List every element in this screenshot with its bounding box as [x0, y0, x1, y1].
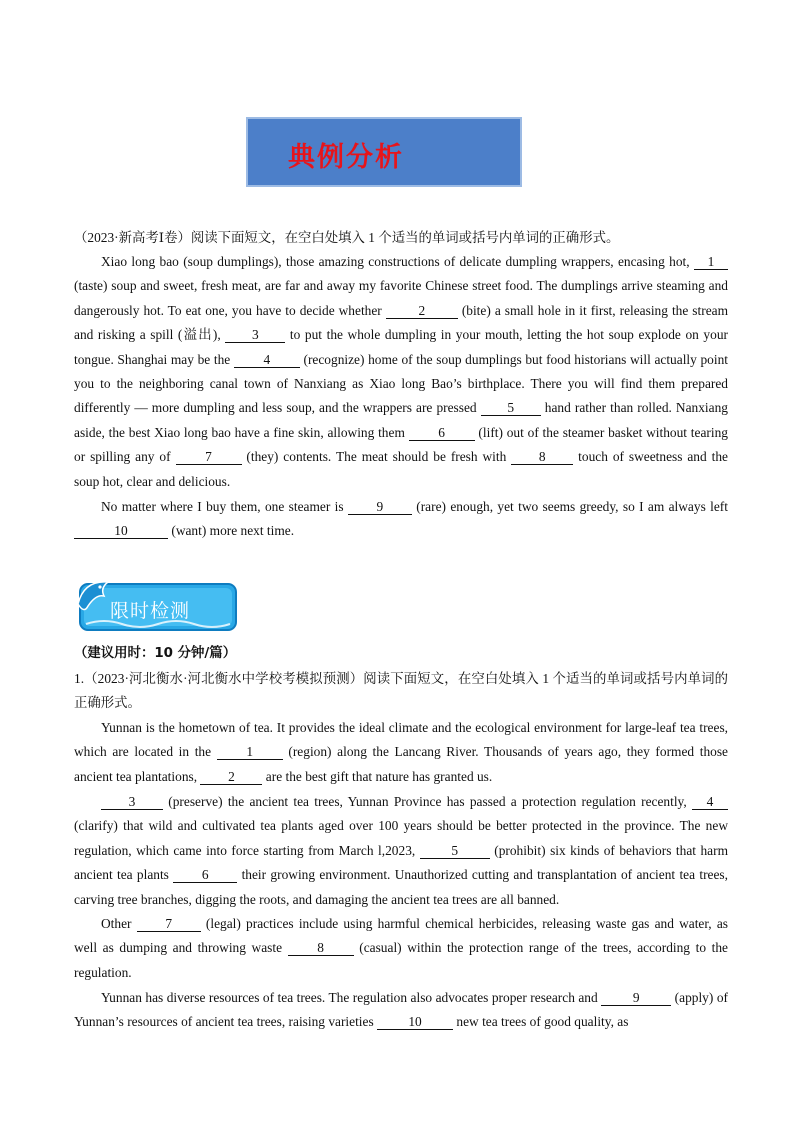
- passage-text: (clarify) that wild and cultivated tea plants aged over 100 years should be better protected in the province. The new regulation, which came into force starting from March l,2023,: [74, 818, 728, 858]
- passage-text: (they) contents. The meat should be fresh with: [246, 449, 507, 465]
- passage-text: (prohibit) six kinds of behaviors that harm ancient tea plants: [74, 842, 728, 883]
- passage-text: Yunnan has diverse resources of tea trees. The regulation also advocates proper research and: [101, 990, 598, 1005]
- passage-text: touch of sweetness and the soup hot, clear and delicious.: [74, 449, 728, 489]
- answer-blank[interactable]: 8: [511, 450, 573, 465]
- answer-blank[interactable]: 4: [692, 795, 728, 810]
- answer-blank[interactable]: 9: [348, 500, 412, 515]
- answer-blank[interactable]: 7: [176, 450, 242, 465]
- answer-blank[interactable]: 1: [217, 745, 283, 760]
- passage-text: (region) along the Lancang River. Thousands of years ago, they formed those ancient tea plantations,: [74, 744, 728, 784]
- answer-blank[interactable]: 3: [101, 795, 163, 810]
- answer-blank[interactable]: 5: [481, 401, 541, 416]
- answer-blank[interactable]: 2: [386, 304, 458, 319]
- passage-text: hand rather than rolled. Nanxiang aside, the best Xiao long bao have a fine skin, allowing them: [74, 400, 728, 440]
- passage-text: (rare) enough, yet two seems greedy, so I am always left: [416, 499, 728, 514]
- example-intro: （2023·新高考Ⅰ卷）阅读下面短文，在空白处填入 1 个适当的单词或括号内单词的正确形式。: [74, 230, 620, 245]
- answer-blank[interactable]: 2: [200, 770, 262, 785]
- answer-blank[interactable]: 9: [601, 991, 671, 1006]
- passage-text: Xiao long bao (soup dumplings), those amazing constructions of delicate dumpling wrappers, encasing hot,: [101, 254, 690, 269]
- passage-text: to put the whole dumpling in your mouth, letting the hot soup explode on your tongue. Shanghai may be the: [74, 327, 728, 367]
- passage-text: (want) more next time.: [171, 523, 295, 539]
- exercise-intro: 1.（2023·河北衡水·河北衡水中学校考模拟预测）阅读下面短文，在空白处填入 1 个适当的单词或括号内单词的正确形式。: [74, 671, 728, 711]
- answer-blank[interactable]: 8: [288, 941, 354, 956]
- answer-blank[interactable]: 7: [137, 917, 201, 932]
- passage-text: (lift) out of the steamer basket without tearing or spilling any of: [74, 424, 728, 465]
- answer-blank[interactable]: 6: [409, 426, 475, 441]
- section-badge-label: 限时检测: [110, 600, 191, 622]
- passage-text: (legal) practices include using harmful chemical herbicides, releasing waste gas and water, as well as dumping and throwing waste: [74, 916, 728, 956]
- passage-text: (casual) within the protection range of the trees, according to the regulation.: [74, 940, 728, 980]
- passage-text: Yunnan is the hometown of tea. It provides the ideal climate and the ecological environment for large-leaf tea trees, which are located in the: [74, 720, 728, 760]
- answer-blank[interactable]: 3: [225, 328, 285, 343]
- answer-blank[interactable]: 10: [74, 524, 168, 539]
- exercise-passage-p2: [74, 790, 728, 912]
- passage-text: (apply) of Yunnan’s resources of ancient tea trees, raising varieties: [74, 990, 728, 1030]
- passage-text: new tea trees of good quality, as: [456, 1014, 629, 1030]
- example-passage-p2: [74, 495, 728, 544]
- passage-text: No matter where I buy them, one steamer is: [101, 499, 344, 514]
- title-banner: [246, 117, 522, 187]
- passage-text: are the best gift that nature has granted us.: [265, 768, 493, 784]
- answer-blank[interactable]: 4: [234, 353, 300, 368]
- answer-blank[interactable]: 5: [420, 844, 490, 859]
- page-title: 典例分析: [288, 142, 404, 173]
- passage-text: (preserve) the ancient tea trees, Yunnan Province has passed a protection regulation recently,: [168, 794, 687, 809]
- example-passage-p1: [74, 250, 728, 494]
- exercise-passage-p1: [74, 716, 728, 789]
- answer-blank[interactable]: 6: [173, 868, 237, 883]
- exercise-passage-p3: [74, 912, 728, 985]
- answer-blank[interactable]: 1: [694, 255, 728, 270]
- passage-text: (bite) a small hole in it first, releasing the stream and risking a spill (溢出),: [74, 302, 729, 343]
- passage-text: their growing environment. Unauthorized cutting and transplantation of ancient tea trees, carving tree branches, digging the roots, and damaging the ancient tea trees are all banned.: [74, 867, 728, 907]
- passage-text: (taste) soup and sweet, fresh meat, are far and away my favorite Chinese street food. The dumplings arrive steaming and dangerously hot. To eat one, you have to decide whether: [74, 278, 728, 318]
- passage-text: (recognize) home of the soup dumplings but food historians will actually point you to the neighboring canal town of Nanxiang as Xiao long Bao’s birthplace. There you will find them prepared differently — more dumpling and less soup, and the wrappers are pressed: [74, 351, 728, 416]
- time-suggestion: （建议用时：10 分钟/篇）: [74, 646, 237, 661]
- exercise-passage-p4: [74, 986, 728, 1035]
- answer-blank[interactable]: 10: [377, 1015, 453, 1030]
- passage-text: Other: [101, 916, 132, 931]
